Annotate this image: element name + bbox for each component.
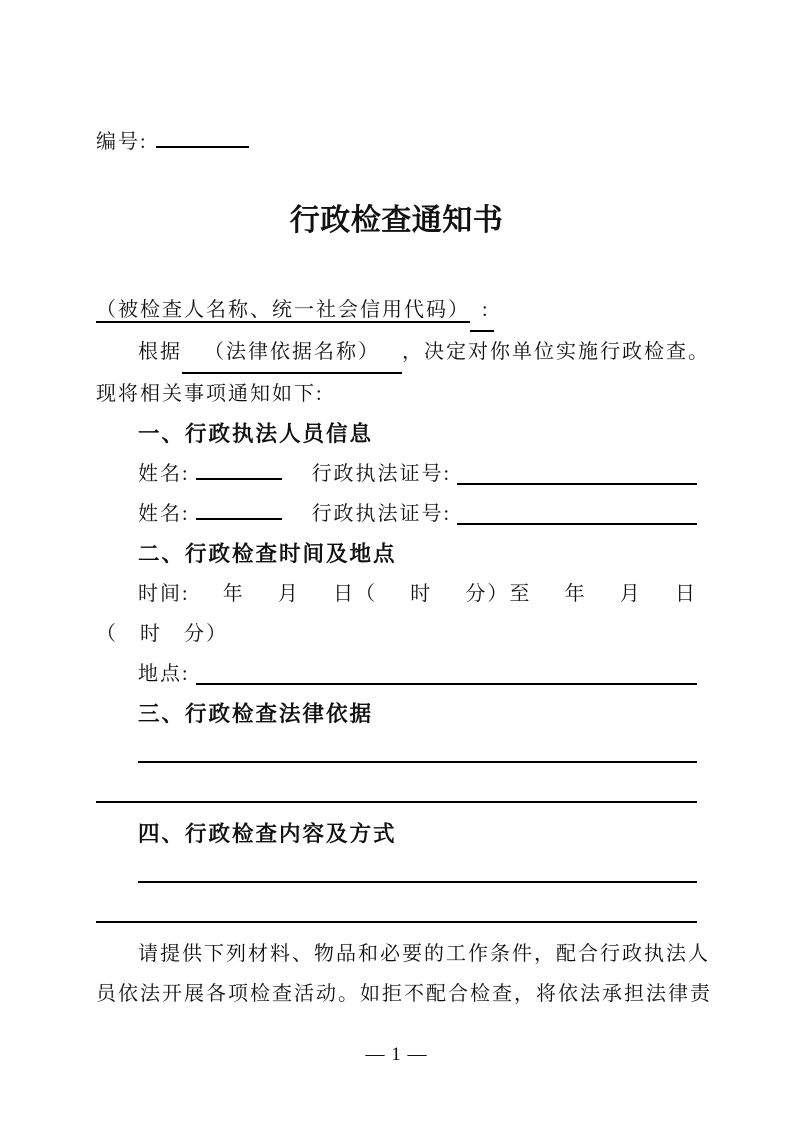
blank-underline	[96, 921, 697, 923]
recipient-line	[96, 290, 697, 332]
time-month-1: 月	[277, 583, 300, 605]
blank-underline	[96, 801, 697, 803]
blank-underline	[138, 761, 697, 763]
doc-number-blank	[156, 146, 249, 148]
name-blank	[196, 518, 282, 520]
section2-heading: 二、行政检查时间及地点	[138, 542, 397, 566]
doc-number-label: 编号:	[96, 131, 148, 153]
section4-blank-line-2	[96, 894, 697, 934]
name-label: 姓名:	[138, 463, 190, 485]
name-label: 姓名:	[138, 503, 190, 525]
time-year-2: 年	[564, 583, 587, 605]
cert-blank	[457, 454, 697, 485]
time-hour-1: 时	[410, 583, 433, 605]
closing-line-2: 员依法开展各项检查活动。如拒不配合检查，将依法承担法律责	[96, 983, 712, 1005]
blank-underline	[138, 881, 697, 883]
time-month-2: 月	[619, 583, 642, 605]
intro-prefix: 根据	[138, 341, 182, 363]
doc-number-row	[96, 130, 697, 154]
place-row	[96, 654, 697, 694]
time-label: 时间:	[138, 583, 190, 605]
section3-heading: 三、行政检查法律依据	[138, 702, 374, 726]
page-number: — 1 —	[365, 1044, 428, 1065]
section4-blank-line-1	[96, 854, 697, 894]
doc-title: 行政检查通知书	[289, 204, 504, 237]
closing-line-1: 请提供下列材料、物品和必要的工作条件，配合行政执法人	[138, 943, 710, 965]
place-blank	[196, 654, 697, 685]
section3-blank-line-2	[96, 774, 697, 814]
time-day-2: 日	[674, 583, 697, 605]
intro-line-2: 现将相关事项通知如下:	[96, 383, 324, 405]
document-content	[96, 130, 712, 1068]
time-minute-to: 分）至	[465, 583, 532, 605]
officer-row-2	[96, 494, 697, 534]
time-year-1: 年	[222, 583, 245, 605]
cert-label: 行政执法证号:	[311, 463, 452, 485]
section1-heading: 一、行政执法人员信息	[138, 422, 374, 446]
section3-blank-line-1	[96, 734, 697, 774]
intro-line-1	[96, 332, 710, 374]
place-label: 地点:	[138, 663, 190, 685]
legal-basis-blank: （法律依据名称）	[182, 332, 402, 374]
time-line-1	[138, 574, 697, 614]
name-blank	[196, 478, 282, 480]
time-line-2: （ 时 分）	[96, 623, 228, 645]
intro-suffix: ，决定对你单位实施行政检查。	[402, 341, 710, 363]
recipient-underlined: （被检查人名称、统一社会信用代码）	[96, 299, 470, 321]
recipient-colon: :	[470, 290, 494, 332]
officer-row-1	[96, 454, 697, 494]
doc-body	[96, 290, 712, 1014]
cert-label: 行政执法证号:	[311, 503, 452, 525]
time-day-1: 日（	[333, 583, 378, 605]
cert-blank	[457, 494, 697, 525]
section4-heading: 四、行政检查内容及方式	[138, 822, 397, 846]
